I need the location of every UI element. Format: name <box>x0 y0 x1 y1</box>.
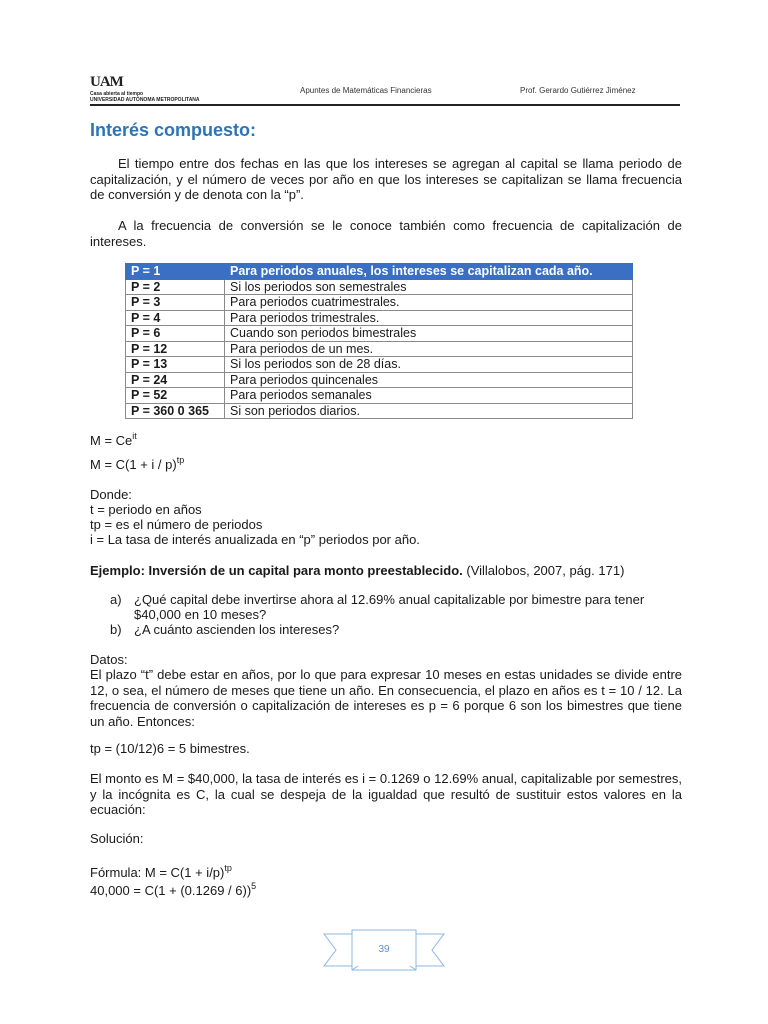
logo-tagline: Casa abierta al tiempo <box>90 91 144 97</box>
logo-mark: UAM <box>90 74 123 90</box>
frequency-table <box>125 263 633 419</box>
p-value-cell: P = 2 <box>126 279 225 295</box>
page-header <box>90 72 680 106</box>
header-author: Prof. Gerardo Gutiérrez Jiménez <box>520 86 636 95</box>
intro-paragraph-1: El tiempo entre dos fechas en las que los intereses se agregan al capital se llama periodo de capitalización, y el número de veces por año en que los intereses se capitalizan se llama frecuencia de conversión y de denota con la “p”. <box>90 156 682 202</box>
datos-title: Datos: <box>90 652 128 667</box>
p-value-cell: P = 3 <box>126 295 225 311</box>
table-row <box>126 279 633 295</box>
tp-calculation: tp = (10/12)6 = 5 bimestres. <box>90 741 250 756</box>
example-questions <box>110 592 682 637</box>
p-value-cell: P = 13 <box>126 357 225 373</box>
table-row <box>126 264 633 280</box>
table-row <box>126 388 633 404</box>
donde-title: Donde: <box>90 487 132 502</box>
datos-paragraph: El plazo “t” debe estar en años, por lo que para expresar 10 meses en estas unidades se divide entre 12, o sea, el número de meses que tiene un año. En consecuencia, el plazo en años es t = 10 / 12. La frecuencia de conversión o capitalización de intereses es p = 6 porque 6 son los bimestres que tiene un año. Entonces: <box>90 667 682 729</box>
section-heading: Interés compuesto: <box>90 120 257 140</box>
intro-paragraph-2: A la frecuencia de conversión se le conoce también como frecuencia de capitalización de intereses. <box>90 218 682 249</box>
page-number-ribbon <box>322 928 446 972</box>
table-row <box>126 357 633 373</box>
p-description-cell: Si los periodos son de 28 días. <box>225 357 633 373</box>
question-a: a) ¿Qué capital debe invertirse ahora al 12.69% anual capitalizable por bimestre para tener $40,000 en 10 meses? <box>110 592 645 622</box>
example-title: Ejemplo: Inversión de un capital para monto preestablecido. (Villalobos, 2007, pág. 171) <box>90 563 625 578</box>
table-row <box>126 326 633 342</box>
p-value-cell: P = 24 <box>126 372 225 388</box>
uam-logo <box>90 74 220 102</box>
table-row <box>126 403 633 419</box>
p-description-cell: Si son periodos diarios. <box>225 403 633 419</box>
p-value-cell: P = 12 <box>126 341 225 357</box>
donde-t: t = periodo en años <box>90 502 202 517</box>
table-row <box>126 295 633 311</box>
formula-compound: $M = C(1 + i / p)^{tp}$ <box>90 455 185 472</box>
p-description-cell: Para periodos anuales, los intereses se capitalizan cada año. <box>225 264 633 280</box>
p-description-cell: Para periodos de un mes. <box>225 341 633 357</box>
p-value-cell: P = 1 <box>126 264 225 280</box>
page-number: 39 <box>378 944 390 955</box>
donde-tp: tp = es el número de periodos <box>90 517 263 532</box>
table-row <box>126 341 633 357</box>
p-description-cell: Para periodos cuatrimestrales. <box>225 295 633 311</box>
p-value-cell: P = 4 <box>126 310 225 326</box>
logo-university-name: UNIVERSIDAD AUTÓNOMA METROPOLITANA <box>90 97 200 103</box>
p-value-cell: P = 52 <box>126 388 225 404</box>
question-b: b) ¿A cuánto ascienden los intereses? <box>110 622 340 637</box>
p-description-cell: Si los periodos son semestrales <box>225 279 633 295</box>
p-description-cell: Para periodos quincenales <box>225 372 633 388</box>
solucion-title: Solución: <box>90 831 144 846</box>
p-description-cell: Cuando son periodos bimestrales <box>225 326 633 342</box>
p-description-cell: Para periodos trimestrales. <box>225 310 633 326</box>
p-value-cell: P = 6 <box>126 326 225 342</box>
donde-i: i = La tasa de interés anualizada en “p” periodos por año. <box>90 532 420 547</box>
p-value-cell: P = 360 0 365 <box>126 403 225 419</box>
monto-paragraph: El monto es M = $40,000, la tasa de interés es i = 0.1269 o 12.69% anual, capitalizable por semestres, y la incógnita es C, la cual se despeja de la igualdad que resultó de sustituir estos valores en la ecuación: <box>90 771 682 817</box>
solution-formula: Fórmula: $M = C(1 + i/p)^{tp}$ <box>90 863 232 880</box>
header-title: Apuntes de Matemáticas Financieras <box>300 86 432 95</box>
formula-continuous: $M = Ce^{it}$ <box>90 431 137 448</box>
table-row <box>126 372 633 388</box>
table-row <box>126 310 633 326</box>
p-description-cell: Para periodos semanales <box>225 388 633 404</box>
solution-equation: $40,000 = C(1 + (0.1269 / 6))^5$ <box>90 881 257 898</box>
